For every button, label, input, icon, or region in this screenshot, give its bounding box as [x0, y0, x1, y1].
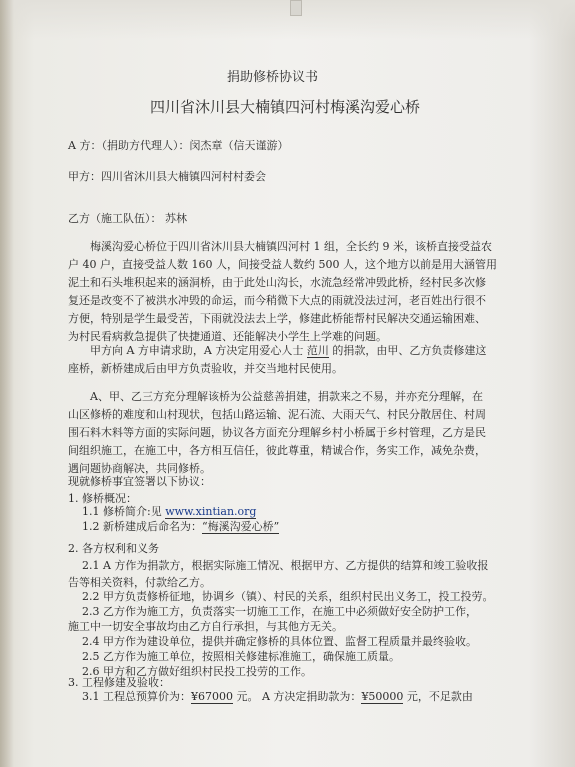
section-2-line2: 告等相关资料，付款给乙方。	[68, 576, 211, 589]
para1-line2: 户 40 户，直接受益人数 160 人，间接受益人数约 500 人，这个地方以前是用大涵管用	[68, 258, 497, 271]
section-2-line3: 2.2 甲方负责修桥征地，协调乡（镇）、村民的关系，组织村民出义务工，投工投劳。	[82, 590, 494, 603]
para3-line5: 遇问题协商解决，共同修桥。	[68, 462, 211, 475]
section-2-line8: 2.6 甲方和乙方做好组织村民投工投劳的工作。	[82, 665, 312, 678]
donation-amount: ¥50000	[361, 690, 404, 703]
para2-line2: 座桥，新桥建成后由甲方负责验收，并交当地村民使用。	[68, 362, 343, 375]
remainder-text: 元，不足款由	[403, 690, 473, 703]
section-3-1	[82, 688, 473, 704]
section-1-1-label: 1.1 修桥简介:见	[82, 505, 166, 518]
section-1-2-label: 1.2 新桥建成后命名为：	[82, 520, 202, 533]
section-1-heading: 1. 修桥概况：	[68, 492, 137, 505]
section-2-heading: 2. 各方权利和义务	[68, 542, 159, 555]
section-2-line1: 2.1 A 方作为捐款方，根据实际施工情况、根据甲方、乙方提供的结算和竣工验收报	[82, 559, 489, 572]
donation-label: 元。 A 方决定捐助款为：	[233, 690, 362, 703]
document-subtitle: 四川省沐川县大楠镇四河村梅溪沟爱心桥	[150, 98, 421, 116]
agreement-intro: 现就修桥事宜签署以下协议：	[68, 475, 211, 488]
budget-amount: ¥67000	[191, 690, 233, 703]
para1-line1: 梅溪沟爱心桥位于四川省沐川县大楠镇四河村 1 组，全长约 9 米，该桥直接受益农	[90, 240, 492, 253]
para2-text-a: 甲方向 A 方申请求助，A 方决定用爱心人士	[90, 344, 307, 357]
party-a: A 方：（捐助方代理人）：闵杰章（信天谨游）	[68, 139, 289, 152]
bridge-name: “梅溪沟爱心桥”	[202, 520, 280, 533]
para1-line4: 复还是改变不了被洪水冲毁的命运，而今稍微下大点的雨就没法过河，老百姓出行很不	[68, 294, 486, 307]
document-title: 捐助修桥协议书	[227, 70, 319, 85]
para1-line3: 泥土和石头堆积起来的涵洞桥，由于此处山沟长，水流急经常冲毁此桥，经村民多次修	[68, 276, 486, 289]
section-2-line7: 2.5 乙方作为施工单位，按照相关修建标准施工，确保施工质量。	[82, 650, 400, 663]
para3-line1: A、甲、乙三方充分理解该桥为公益慈善捐建，捐款来之不易，并亦充分理解，在	[90, 390, 483, 403]
para3-line2: 山区修桥的难度和山村现状，包括山路运输、泥石流、大雨天气、村民分散居住、村周	[68, 408, 486, 421]
website-link[interactable]: www.xintian.org	[165, 505, 257, 518]
section-1-1	[82, 503, 256, 519]
para2-line1	[90, 342, 486, 358]
donor-name: 范川	[306, 344, 329, 357]
section-2-line5: 施工中一切安全事故均由乙方自行承担，与其他方无关。	[68, 620, 343, 633]
clip-mark	[290, 0, 302, 16]
section-2-line4: 2.3 乙方作为施工方，负责落实一切施工工作，在施工中必须做好安全防护工作，	[82, 605, 477, 618]
section-3-heading: 3. 工程修建及验收：	[68, 676, 170, 689]
para1-line5: 方便，特别是学生最受苦，下雨就没法去上学，修建此桥能帮村民解决交通运输困难、	[68, 312, 486, 325]
section-1-2	[82, 518, 279, 534]
section-2-line6: 2.4 甲方作为建设单位，提供并确定修桥的具体位置、监督工程质量并最终验收。	[82, 635, 477, 648]
para3-line4: 间组织施工，在施工中，各方相互信任，彼此尊重，精诚合作，务实工作，减免杂费，	[68, 444, 486, 457]
left-edge-shadow	[0, 0, 14, 767]
para1-line6: 为村民看病救急提供了快捷通道、还能解决小学生上学难的问题。	[68, 330, 387, 343]
party-jia: 甲方：四川省沐川县大楠镇四河村村委会	[68, 170, 266, 183]
budget-label: 3.1 工程总预算价为：	[82, 690, 191, 703]
para2-text-b: 的捐款，由甲、乙方负责修建这	[328, 344, 487, 357]
top-shadow	[0, 0, 575, 40]
para3-line3: 围石料木料等方面的实际问题，协议各方面充分理解乡村小桥属于乡村管理，乙方是民	[68, 426, 486, 439]
party-yi: 乙方（施工队伍）： 苏林	[68, 212, 187, 225]
